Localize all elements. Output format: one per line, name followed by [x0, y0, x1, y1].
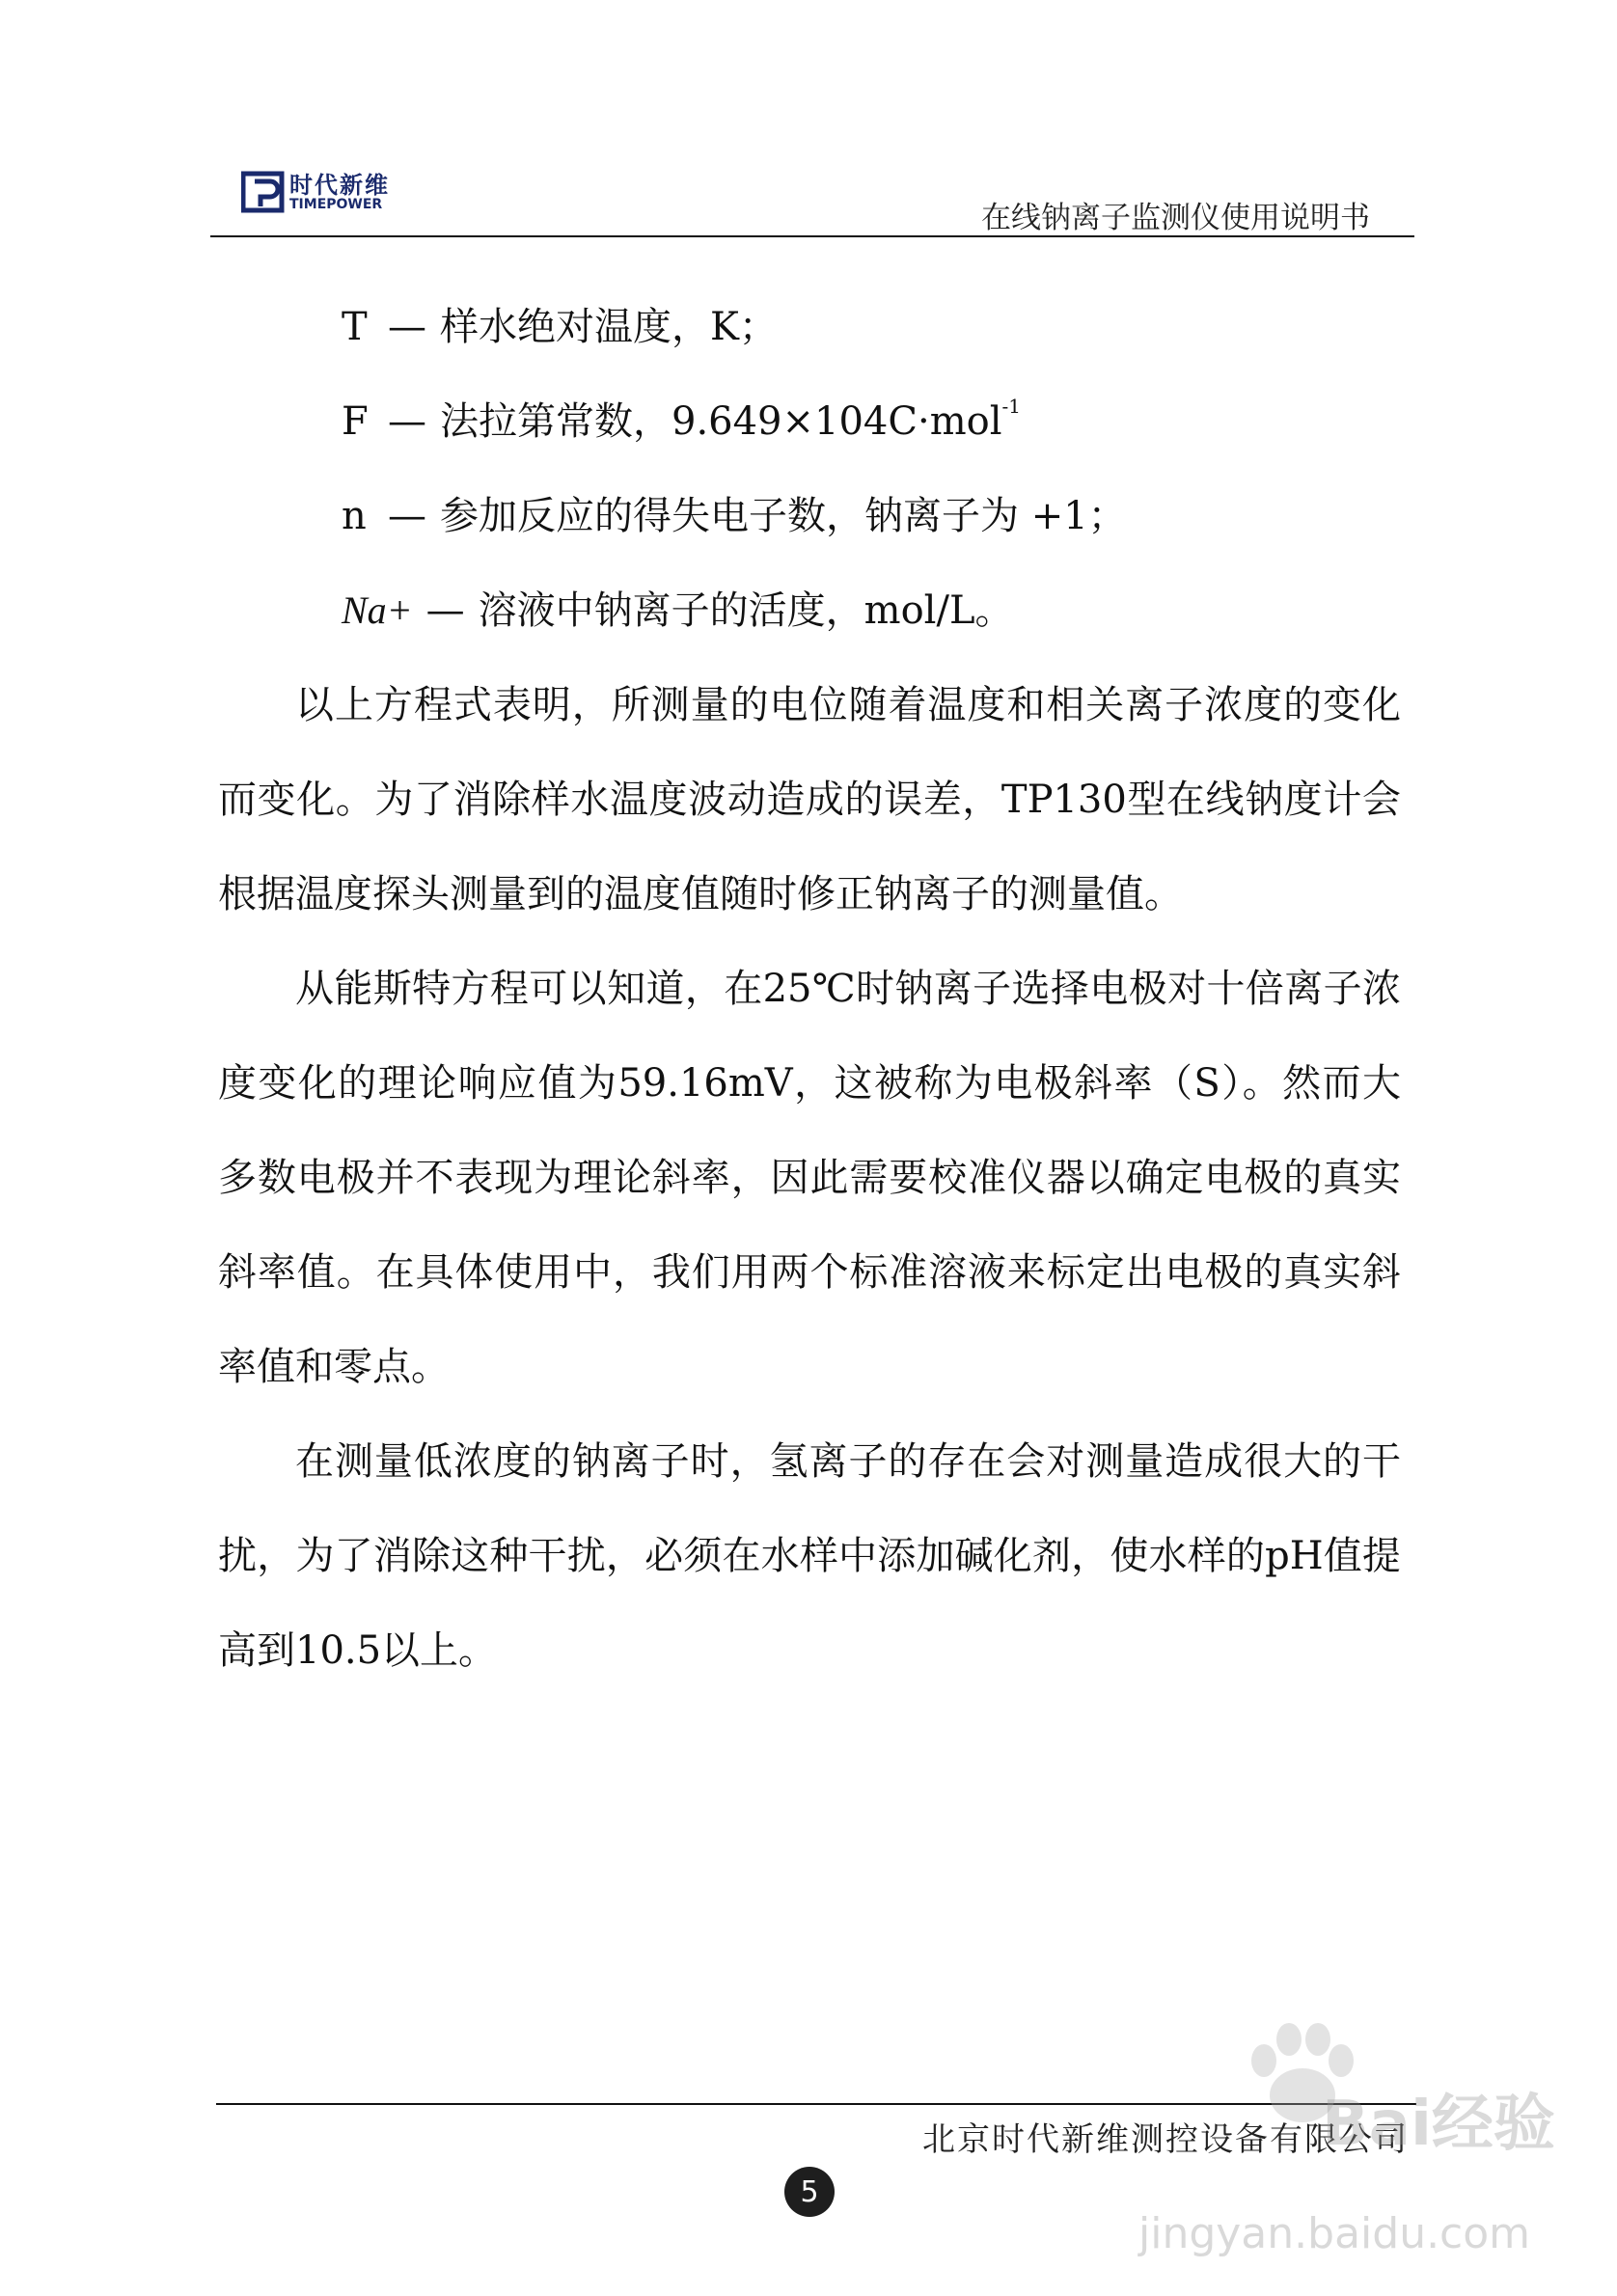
page-number-badge: 5	[784, 2167, 835, 2217]
definition-symbol: F	[342, 399, 369, 444]
definition-text: 参加反应的得失电子数，钠离子为 +1；	[440, 494, 1127, 538]
watermark-text: Bai经验	[1322, 2089, 1555, 2160]
definition-text: 样水绝对温度，K；	[440, 305, 778, 349]
header-divider	[210, 235, 1414, 237]
footer-company-name: 北京时代新维测控设备有限公司	[922, 2120, 1409, 2159]
logo-text-en: TIMEPOWER	[289, 197, 383, 212]
definition-symbol: T	[342, 305, 368, 349]
body-paragraph: 从能斯特方程可以知道，在25℃时钠离子选择电极对十倍离子浓度变化的理论响应值为59.16mV，这被称为电极斜率（S）。然而大多数电极并不表现为理论斜率，因此需要校准仪器以确定电极的真实斜率值。在具体使用中，我们用两个标准溶液来标定出电极的真实斜率值和零点。	[218, 967, 1401, 1389]
definition-dash: —	[388, 305, 426, 349]
definition-dash: —	[425, 588, 465, 633]
definition-line	[218, 280, 1401, 374]
definition-dash: —	[388, 399, 426, 444]
definition-text: 法拉第常数，9.649×104C·mol	[440, 399, 1002, 444]
definition-line	[218, 374, 1401, 469]
definition-superscript: -1	[1001, 395, 1021, 418]
document-title: 在线钠离子监测仪使用说明书	[981, 201, 1370, 235]
definition-dash: —	[388, 494, 426, 538]
definition-symbol: n	[342, 494, 367, 538]
page-body	[218, 280, 1401, 1698]
watermark-url: jingyan.baidu.com	[1138, 2209, 1531, 2258]
body-paragraph: 以上方程式表明，所测量的电位随着温度和相关离子浓度的变化而变化。为了消除样水温度波动造成的误差，TP130型在线钠度计会根据温度探头测量到的温度值随时修正钠离子的测量值。	[218, 683, 1401, 916]
body-paragraph: 在测量低浓度的钠离子时，氢离子的存在会对测量造成很大的干扰，为了消除这种干扰，必须在水样中添加碱化剂，使水样的pH值提高到10.5以上。	[218, 1439, 1401, 1673]
definition-line	[218, 563, 1401, 658]
definition-text: 溶液中钠离子的活度，mol/L。	[478, 588, 1014, 633]
logo-text-cn: 时代新维	[289, 172, 390, 199]
definition-line	[218, 469, 1401, 563]
definition-symbol: Na+	[342, 588, 413, 632]
